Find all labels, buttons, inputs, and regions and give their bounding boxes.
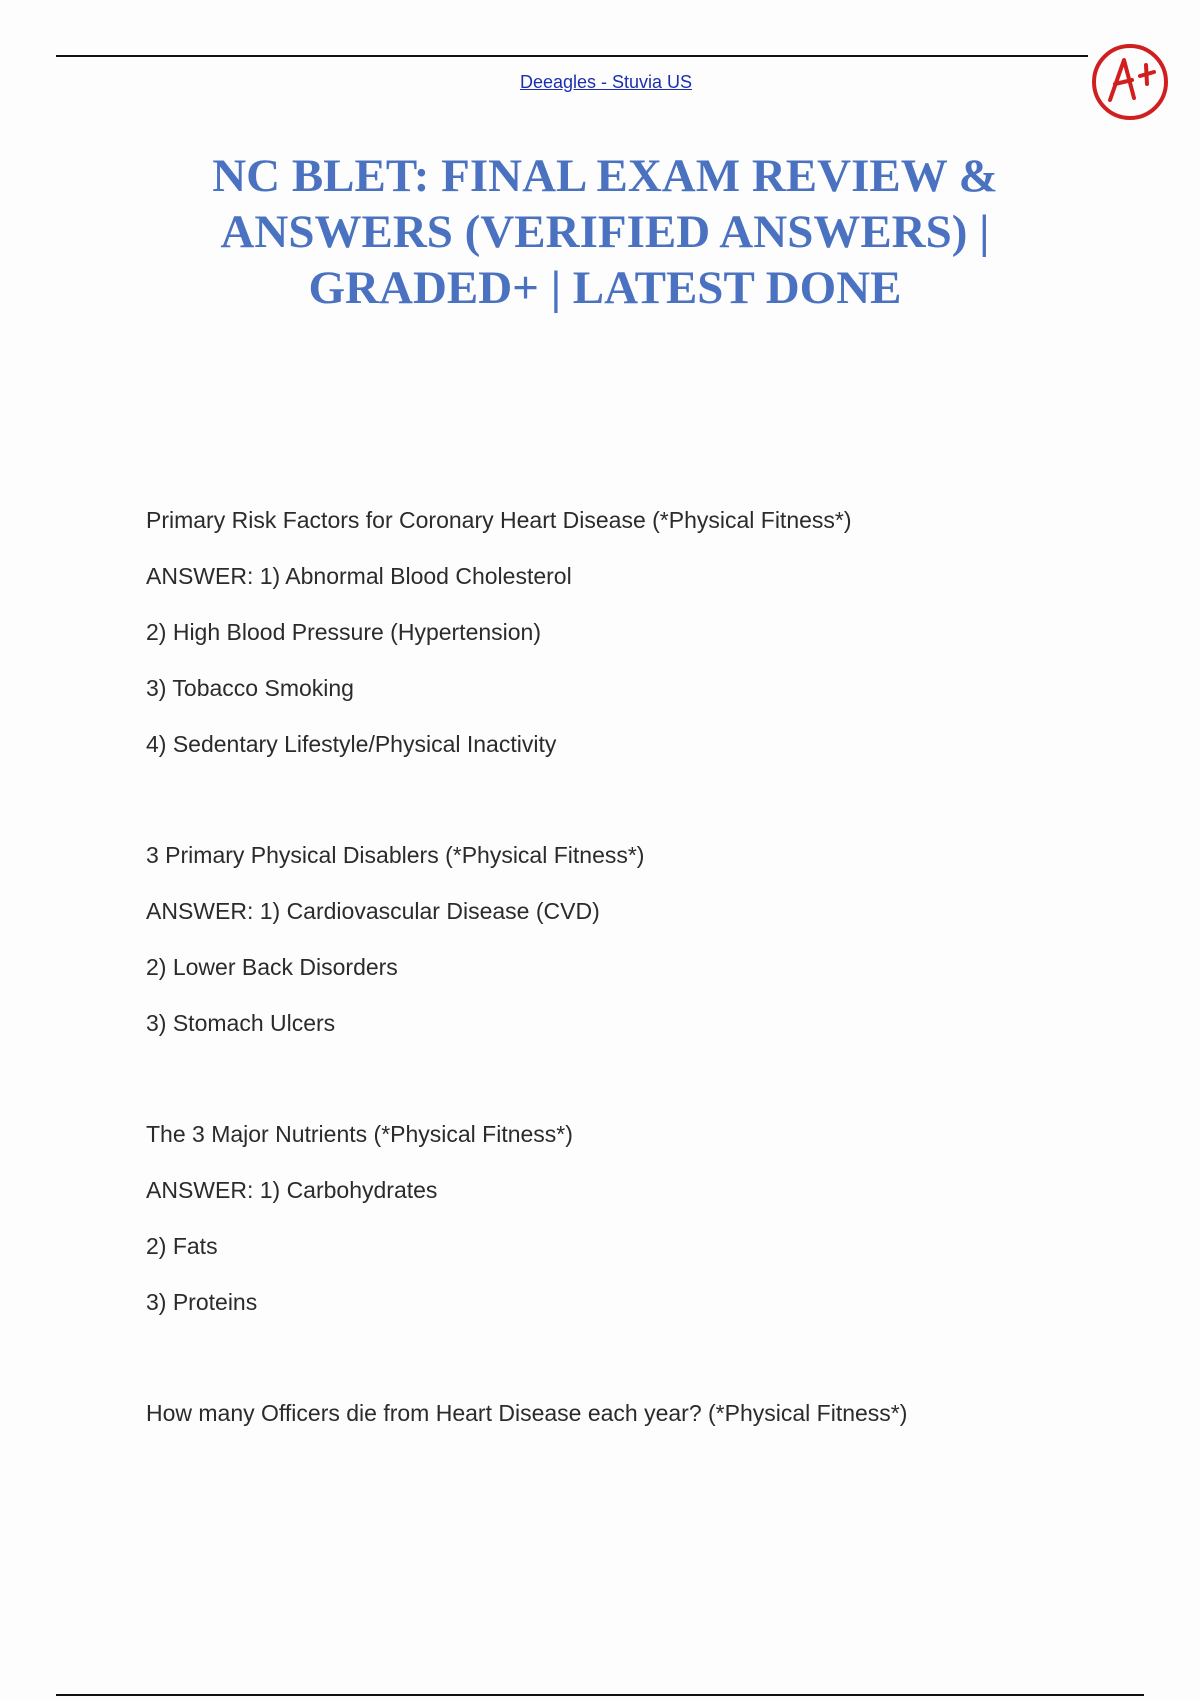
question-text: The 3 Major Nutrients (*Physical Fitness*) — [146, 1121, 573, 1147]
answer-line: 2) Fats — [146, 1233, 218, 1259]
qa-item-officer-heart-disease — [146, 1385, 1146, 1441]
answer-line: 3) Proteins — [146, 1289, 258, 1315]
title-line: GRADED+ | LATEST DONE — [308, 262, 902, 314]
title-line: ANSWERS (VERIFIED ANSWERS) | — [220, 206, 990, 258]
grade-a-plus-icon — [1088, 40, 1172, 124]
question-text: 3 Primary Physical Disablers (*Physical Fitness*) — [146, 842, 645, 868]
footer-rule — [56, 1694, 1144, 1696]
answer-line: 3) Stomach Ulcers — [146, 1010, 336, 1036]
qa-item-major-nutrients — [146, 1106, 1146, 1330]
answer-line: 2) Lower Back Disorders — [146, 954, 398, 980]
answer-line: ANSWER: 1) Cardiovascular Disease (CVD) — [146, 898, 600, 924]
qa-item-coronary-risk-factors — [146, 492, 1146, 772]
title-line: NC BLET: FINAL EXAM REVIEW & — [212, 150, 998, 202]
answer-line: 3) Tobacco Smoking — [146, 675, 354, 701]
answer-line: 2) High Blood Pressure (Hypertension) — [146, 619, 542, 645]
source-link[interactable]: Deeagles - Stuvia US — [519, 72, 693, 92]
answer-line: 4) Sedentary Lifestyle/Physical Inactivity — [146, 731, 557, 757]
question-text: How many Officers die from Heart Disease each year? (*Physical Fitness*) — [146, 1400, 908, 1426]
qa-item-physical-disablers — [146, 827, 1146, 1051]
answer-line: ANSWER: 1) Abnormal Blood Cholesterol — [146, 563, 572, 589]
answer-line: ANSWER: 1) Carbohydrates — [146, 1177, 438, 1203]
header-rule — [56, 55, 1088, 57]
document-title — [150, 148, 1060, 316]
question-text: Primary Risk Factors for Coronary Heart Disease (*Physical Fitness*) — [146, 507, 852, 533]
